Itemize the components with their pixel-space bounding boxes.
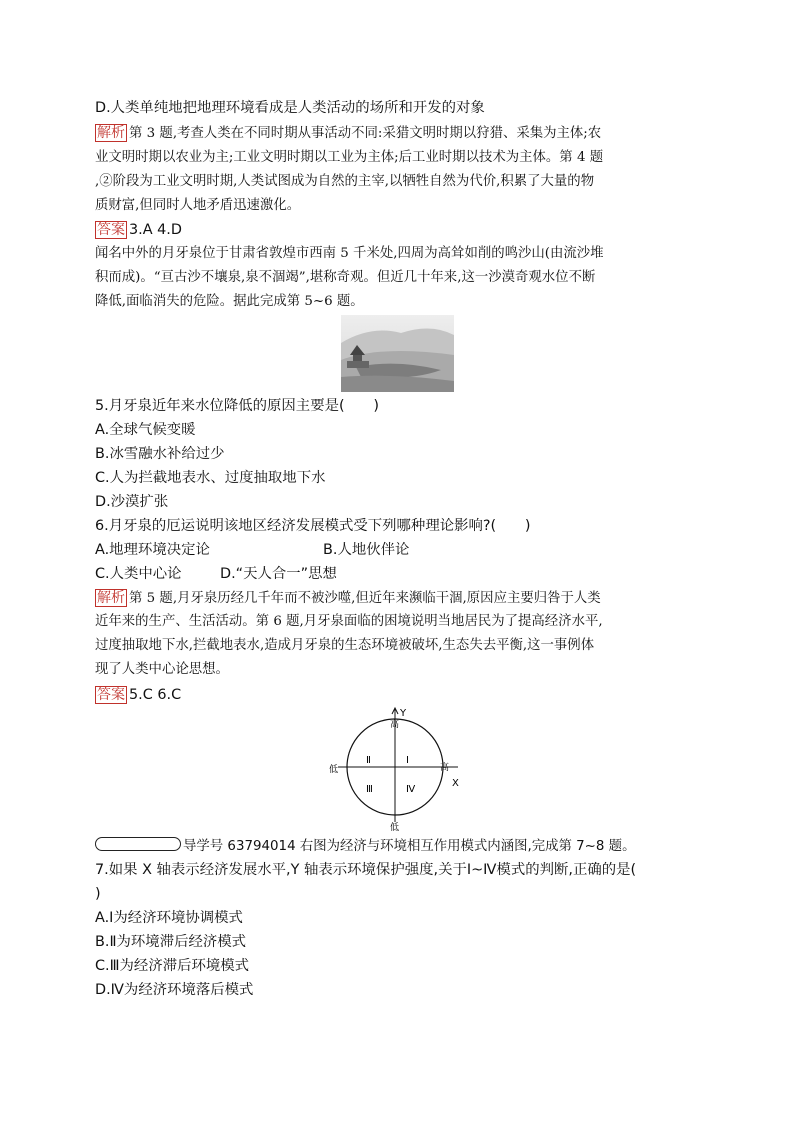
passage-line: 闻名中外的月牙泉位于甘肃省敦煌市西南 5 千米处,四周为高耸如削的鸣沙山(由流沙堆 (95, 246, 604, 261)
guide-number-badge (95, 837, 181, 851)
option-7b: B.Ⅱ为环境滞后经济模式 (95, 934, 247, 950)
y-axis-label: Y (400, 708, 407, 719)
crescent-spring-photo (341, 315, 454, 392)
quadrant-1-label: Ⅰ (406, 755, 409, 766)
analysis-paragraph-line: 解析 第 3 题,考查人类在不同时期从事活动不同:采猎文明时期以狩猎、采集为主体;农 (97, 125, 602, 141)
question-7-close: ) (95, 886, 101, 902)
answer-tag: 答案 (97, 222, 125, 238)
y-high-label: 高 (390, 720, 400, 730)
option-7d: D.Ⅳ为经济环境落后模式 (95, 982, 254, 998)
quadrant-2-label: Ⅱ (366, 755, 371, 766)
answer-line: 答案 3.A 4.D (97, 222, 182, 238)
option-6b: B.人地伙伴论 (323, 542, 410, 558)
x-high-label: 高 (440, 763, 450, 773)
x-axis-label: X (452, 778, 459, 789)
economy-environment-diagram (320, 706, 470, 834)
option-7c: C.Ⅲ为经济滞后环境模式 (95, 958, 250, 974)
analysis-tag: 解析 (97, 590, 125, 606)
analysis-paragraph-line: 现了人类中心论思想。 (95, 662, 229, 677)
analysis-paragraph-line: 解析 第 5 题,月牙泉历经几千年而不被沙噬,但近年来濒临干涸,原因应主要归咎于人类 (97, 590, 601, 606)
analysis-tag: 解析 (97, 125, 125, 141)
option-5a: A.全球气候变暖 (95, 422, 196, 438)
question-5: 5.月牙泉近年来水位降低的原因主要是( ) (95, 398, 379, 414)
question-6: 6.月牙泉的厄运说明该地区经济发展模式受下列哪种理论影响?( ) (95, 518, 531, 534)
answer-tag: 答案 (97, 687, 125, 703)
y-low-label: 低 (390, 823, 400, 833)
quadrant-3-label: Ⅲ (366, 784, 373, 795)
passage-line: 降低,面临消失的危险。据此完成第 5~6 题。 (95, 294, 364, 309)
x-low-label: 低 (329, 765, 339, 775)
passage-line: 积而成)。“亘古沙不壤泉,泉不涸竭”,堪称奇观。但近几十年来,这一沙漠奇观水位不断 (95, 270, 596, 285)
option-7a: A.Ⅰ为经济环境协调模式 (95, 910, 243, 926)
option-3d: D.人类单纯地把地理环境看成是人类活动的场所和开发的对象 (95, 100, 485, 116)
option-5c: C.人为拦截地表水、过度抽取地下水 (95, 470, 326, 486)
analysis-paragraph-line: ,②阶段为工业文明时期,人类试图成为自然的主宰,以牺牲自然为代价,积累了大量的物 (95, 174, 595, 189)
question-7: 7.如果 X 轴表示经济发展水平,Y 轴表示环境保护强度,关于Ⅰ~Ⅳ模式的判断,正确的是( (95, 862, 637, 878)
guide-line: 导学号 63794014 右图为经济与环境相互作用模式内涵图,完成第 7~8 题。 (95, 837, 635, 856)
analysis-paragraph-line: 近年来的生产、生活活动。第 6 题,月牙泉面临的困境说明当地居民为了提高经济水平, (95, 614, 603, 629)
option-5b: B.冰雪融水补给过少 (95, 446, 225, 462)
quadrant-4-label: Ⅳ (406, 784, 416, 795)
answer-line: 答案 5.C 6.C (97, 687, 182, 703)
analysis-paragraph-line: 质财富,但同时人地矛盾迅速激化。 (95, 198, 301, 213)
analysis-paragraph-line: 过度抽取地下水,拦截地表水,造成月牙泉的生态环境被破坏,生态失去平衡,这一事例体 (95, 638, 595, 653)
analysis-paragraph-line: 业文明时期以农业为主;工业文明时期以工业为主体;后工业时期以技术为主体。第 4 题 (95, 150, 604, 165)
option-5d: D.沙漠扩张 (95, 494, 169, 510)
option-6c: C.人类中心论 (95, 566, 182, 582)
option-6a: A.地理环境决定论 (95, 542, 210, 558)
option-6d: D.“天人合一”思想 (220, 566, 337, 582)
